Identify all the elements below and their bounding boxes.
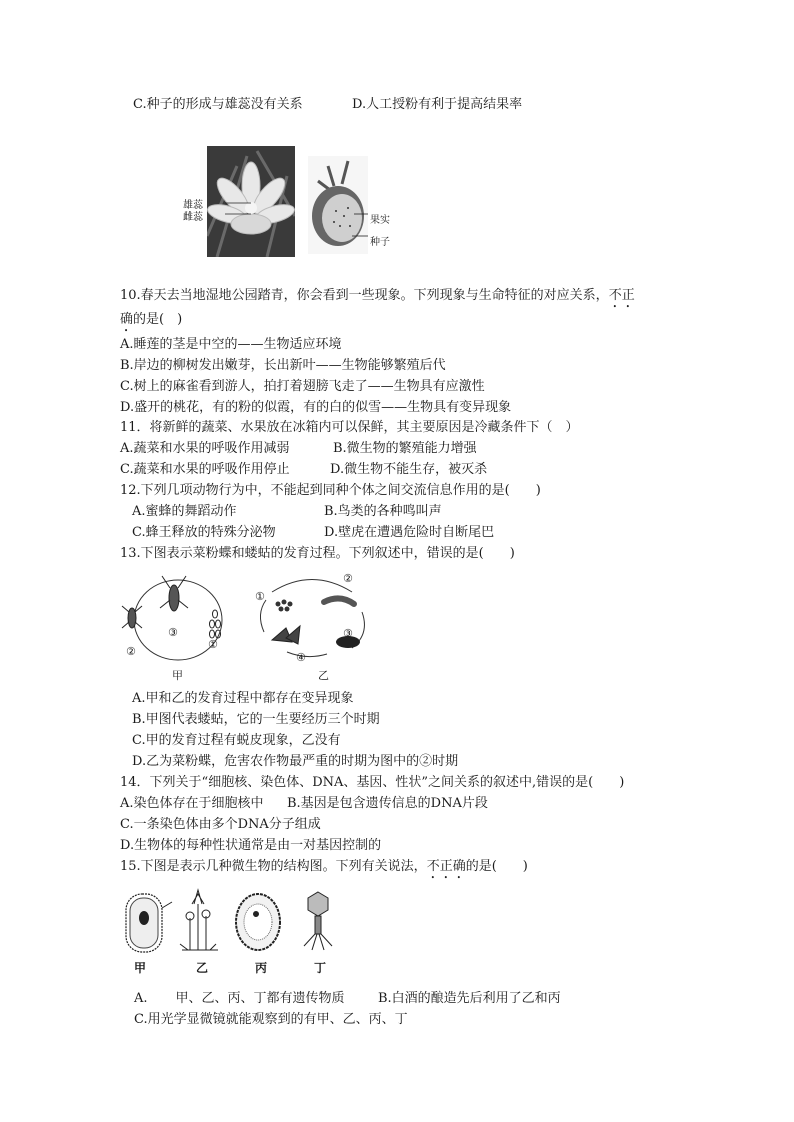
q12-option-d: D.壁虎在遭遇危险时自断尾巴 [324, 525, 495, 540]
q9-option-d: D.人工授粉有利于提高结果率 [352, 97, 523, 112]
q11-option-b: B.微生物的繁殖能力增强 [333, 441, 477, 456]
label-pistil: 雌蕊 [183, 212, 203, 223]
q10-option-b: B.岸边的柳树发出嫩芽，长出新叶——生物能够繁殖后代 [120, 358, 446, 373]
q13-option-b: B.甲图代表蝼蛄，它的一生要经历三个时期 [132, 712, 380, 727]
q14-option-b: B.基因是包含遗传信息的DNA片段 [287, 796, 488, 811]
q13-option-d: D.乙为菜粉蝶，危害农作物最严重的时期为图中的②时期 [132, 754, 459, 769]
microbe-label-yi: 乙 [196, 961, 209, 975]
q10-option-d: D.盛开的桃花，有的粉的似霞，有的白的似雪——生物具有变异现象 [120, 400, 512, 415]
q10-option-c: C.树上的麻雀看到游人，拍打着翅膀飞走了——生物具有应激性 [120, 379, 485, 394]
q12-option-a: A.蜜蜂的舞蹈动作 [132, 504, 237, 519]
q10-stem: 10.春天去当地湿地公园踏青，你会看到一些现象。下列现象与生命特征的对应关系，不正 [120, 288, 635, 303]
q10-stem-cont: 确的是( ) [120, 312, 183, 327]
fig-yi-label: 乙 [318, 669, 329, 682]
fig-jia-label: 甲 [172, 669, 183, 682]
fig-yi-num4: ④ [296, 651, 306, 664]
q11-option-c: C.蔬菜和水果的呼吸作用停止 [120, 462, 290, 477]
label-fruit: 果实 [370, 215, 390, 226]
q14-option-d: D.生物体的每种性状通常是由一对基因控制的 [120, 838, 382, 853]
mold-icon [180, 890, 218, 950]
microbe-label-bing: 丙 [255, 961, 268, 975]
fig-jia-num2: ② [126, 645, 136, 658]
q12-stem: 12.下列几项动物行为中，不能起到同种个体之间交流信息作用的是( ) [120, 483, 541, 498]
q14-option-a: A.染色体存在于细胞核中 [120, 796, 264, 811]
q12-option-c: C.蜂王释放的特殊分泌物 [132, 525, 276, 540]
q12-option-b: B.鸟类的各种鸣叫声 [324, 504, 442, 519]
q13-stem: 13.下图表示菜粉蝶和蝼蛄的发育过程。下列叙述中，错误的是( ) [120, 546, 515, 561]
label-stamen: 雄蕊 [183, 200, 203, 211]
q13-option-a: A.甲和乙的发育过程中都存在变异现象 [132, 691, 354, 706]
fruit-illustration [308, 156, 368, 254]
q9-option-c: C.种子的形成与雄蕊没有关系 [133, 97, 303, 112]
fig-jia-num3: ③ [168, 626, 178, 639]
fig-yi-num3: ③ [343, 627, 353, 640]
q15-stem: 15.下图是表示几种微生物的结构图。下列有关说法，不正确的是( ) [120, 859, 528, 874]
fig-yi-num1: ① [255, 590, 265, 603]
microbes-figure [118, 888, 350, 958]
microbe-label-ding: 丁 [314, 961, 327, 975]
virus-icon [304, 892, 332, 950]
q14-option-c: C.一条染色体由多个DNA分子组成 [120, 817, 321, 832]
q13-option-c: C.甲的发育过程有蜕皮现象，乙没有 [132, 733, 341, 748]
q15-option-c: C.用光学显微镜就能观察到的有甲、乙、丙、丁 [134, 1012, 408, 1027]
q11-option-a: A.蔬菜和水果的呼吸作用减弱 [120, 441, 290, 456]
label-seed: 种子 [370, 237, 390, 248]
figure-yi-cycle [252, 572, 372, 662]
q15-option-b: B.白酒的酿造先后利用了乙和丙 [378, 991, 561, 1006]
microbe-label-jia: 甲 [134, 961, 147, 975]
q10-option-a: A.睡莲的茎是中空的——生物适应环境 [120, 337, 342, 352]
q11-option-d: D.微生物不能生存，被灭杀 [330, 462, 488, 477]
flower-illustration [207, 146, 295, 257]
flower-photo [207, 146, 295, 257]
q11-stem: 11．将新鲜的蔬菜、水果放在冰箱内可以保鲜，其主要原因是冷藏条件下（ ） [120, 420, 579, 435]
fig-jia-num1: ① [208, 638, 218, 651]
yeast-icon [236, 894, 280, 950]
bacterium-icon [126, 894, 172, 952]
q15-option-a: A. 甲、乙、丙、丁都有遗传物质 [134, 991, 345, 1006]
q14-stem: 14．下列关于“细胞核、染色体、DNA、基因、性状”之间关系的叙述中,错误的是( ) [120, 775, 625, 790]
fig-yi-num2: ② [343, 572, 353, 585]
